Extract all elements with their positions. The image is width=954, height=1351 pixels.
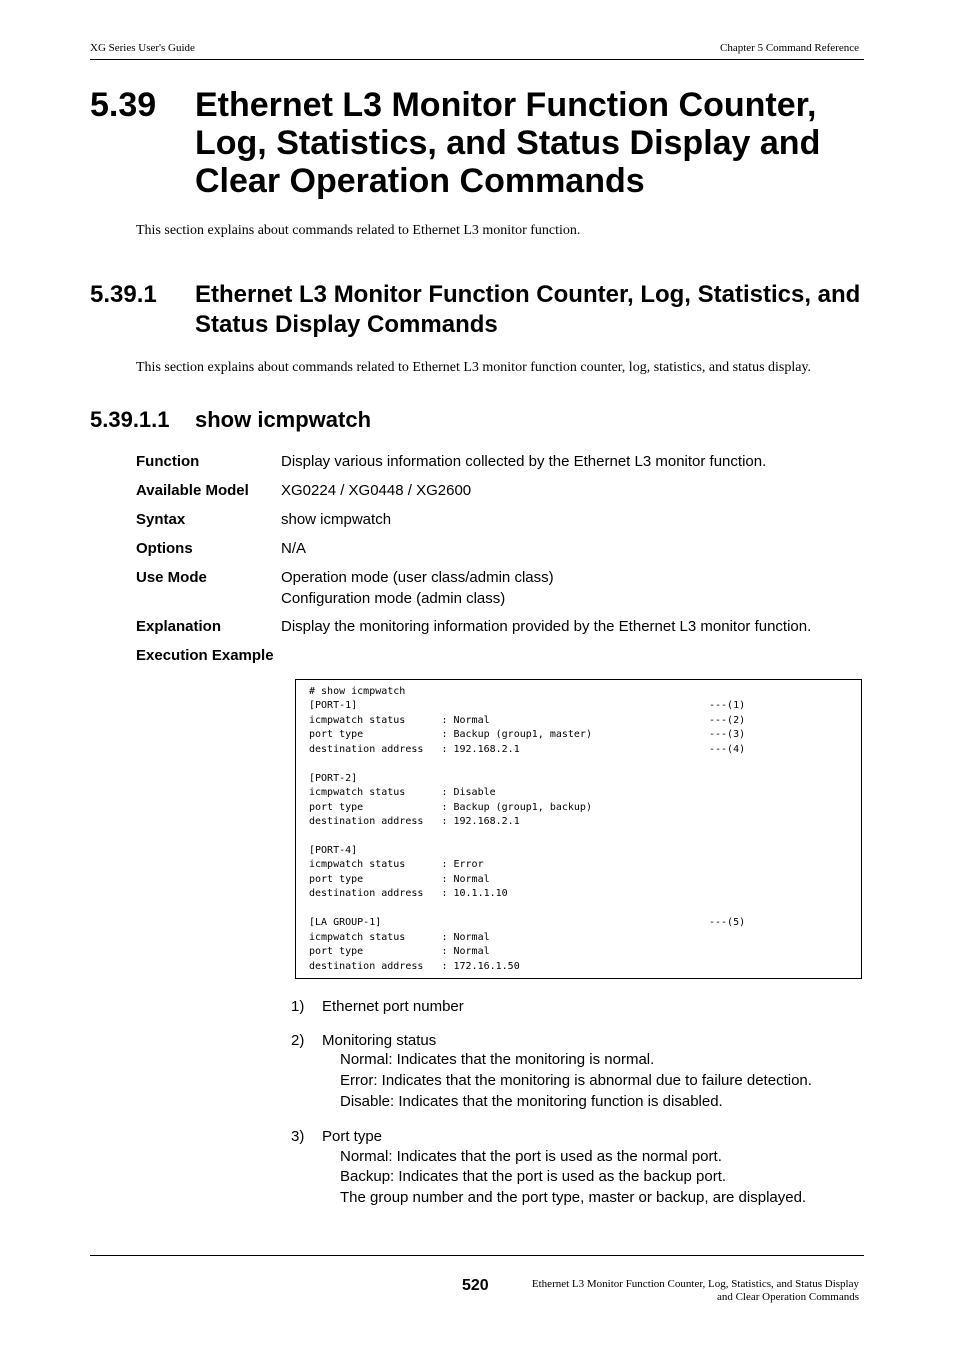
execution-example-code: # show icmpwatch [PORT-1] icmpwatch status : Normal port type : Backup (group1, master) destination address : 192.168.2.1 [PORT-2] icmpwatch status : Disable port type : Backup (group1, backup) destination address : 192.168.2.1 [PORT-4] icmpwatch status : Error port type : Normal destination address : 10.1.1.10 [LA GROUP-1] icmpwatch status : Normal port type : Normal destination address : 172.16.1.50 xyxy=(309,686,592,972)
footer-rule xyxy=(90,1255,864,1256)
header-rule xyxy=(90,59,864,60)
use-mode-value-2: Configuration mode (admin class) xyxy=(281,590,506,607)
note-1-heading: Ethernet port number xyxy=(322,998,464,1015)
footer-title-line-1: Ethernet L3 Monitor Function Counter, Log, Statistics, and Status Display xyxy=(531,1278,859,1290)
available-model-label: Available Model xyxy=(136,482,249,499)
syntax-label: Syntax xyxy=(136,511,186,528)
note-3-heading: Port type xyxy=(322,1128,383,1145)
explanation-value: Display the monitoring information provided by the Ethernet L3 monitor function. xyxy=(281,618,812,635)
footer-title xyxy=(470,1278,859,1304)
use-mode-label: Use Mode xyxy=(136,569,207,586)
note-2-number: 2) xyxy=(291,1032,305,1049)
execution-example-box xyxy=(295,679,862,979)
note-3-number: 3) xyxy=(291,1128,305,1145)
note-2-detail: Error: Indicates that the monitoring is abnormal due to failure detection. xyxy=(340,1072,812,1089)
section-intro: This section explains about commands related to Ethernet L3 monitor function. xyxy=(136,223,581,238)
header-chapter: Chapter 5 Command Reference xyxy=(720,42,859,54)
note-3-detail: The group number and the port type, master or backup, are displayed. xyxy=(340,1189,807,1206)
note-1-number: 1) xyxy=(291,998,305,1015)
explanation-label: Explanation xyxy=(136,618,222,635)
header-guide-title: XG Series User's Guide xyxy=(90,42,195,54)
page-number: 520 xyxy=(462,1277,489,1294)
note-2-detail: Normal: Indicates that the monitoring is normal. xyxy=(340,1051,655,1068)
function-value: Display various information collected by the Ethernet L3 monitor function. xyxy=(281,453,767,470)
options-label: Options xyxy=(136,540,193,557)
note-3-detail: Backup: Indicates that the port is used as the backup port. xyxy=(340,1168,727,1185)
command-title: show icmpwatch xyxy=(195,407,372,432)
options-value: N/A xyxy=(281,540,307,557)
subsection-number: 5.39.1 xyxy=(90,281,157,308)
available-model-value: XG0224 / XG0448 / XG2600 xyxy=(281,482,472,499)
function-label: Function xyxy=(136,453,200,470)
command-number: 5.39.1.1 xyxy=(90,407,170,432)
footer-title-line-2: and Clear Operation Commands xyxy=(716,1291,859,1303)
syntax-value: show icmpwatch xyxy=(281,511,392,528)
note-2-detail: Disable: Indicates that the monitoring function is disabled. xyxy=(340,1093,723,1110)
execution-example-label: Execution Example xyxy=(136,647,274,664)
use-mode-value: Operation mode (user class/admin class) xyxy=(281,569,554,586)
note-2-heading: Monitoring status xyxy=(322,1032,437,1049)
execution-example-markers: ---(1) ---(2) ---(3) ---(4) ---(5) xyxy=(709,700,746,929)
section-number: 5.39 xyxy=(90,86,157,124)
note-3-detail: Normal: Indicates that the port is used as the normal port. xyxy=(340,1148,722,1165)
subsection-title: Ethernet L3 Monitor Function Counter, Log, Statistics, and Status Display Commands xyxy=(195,281,861,338)
subsection-intro: This section explains about commands related to Ethernet L3 monitor function counter, log, statistics, and status display. xyxy=(136,360,812,375)
section-title: Ethernet L3 Monitor Function Counter, Log, Statistics, and Status Display and Clear Operation Commands xyxy=(195,86,821,200)
